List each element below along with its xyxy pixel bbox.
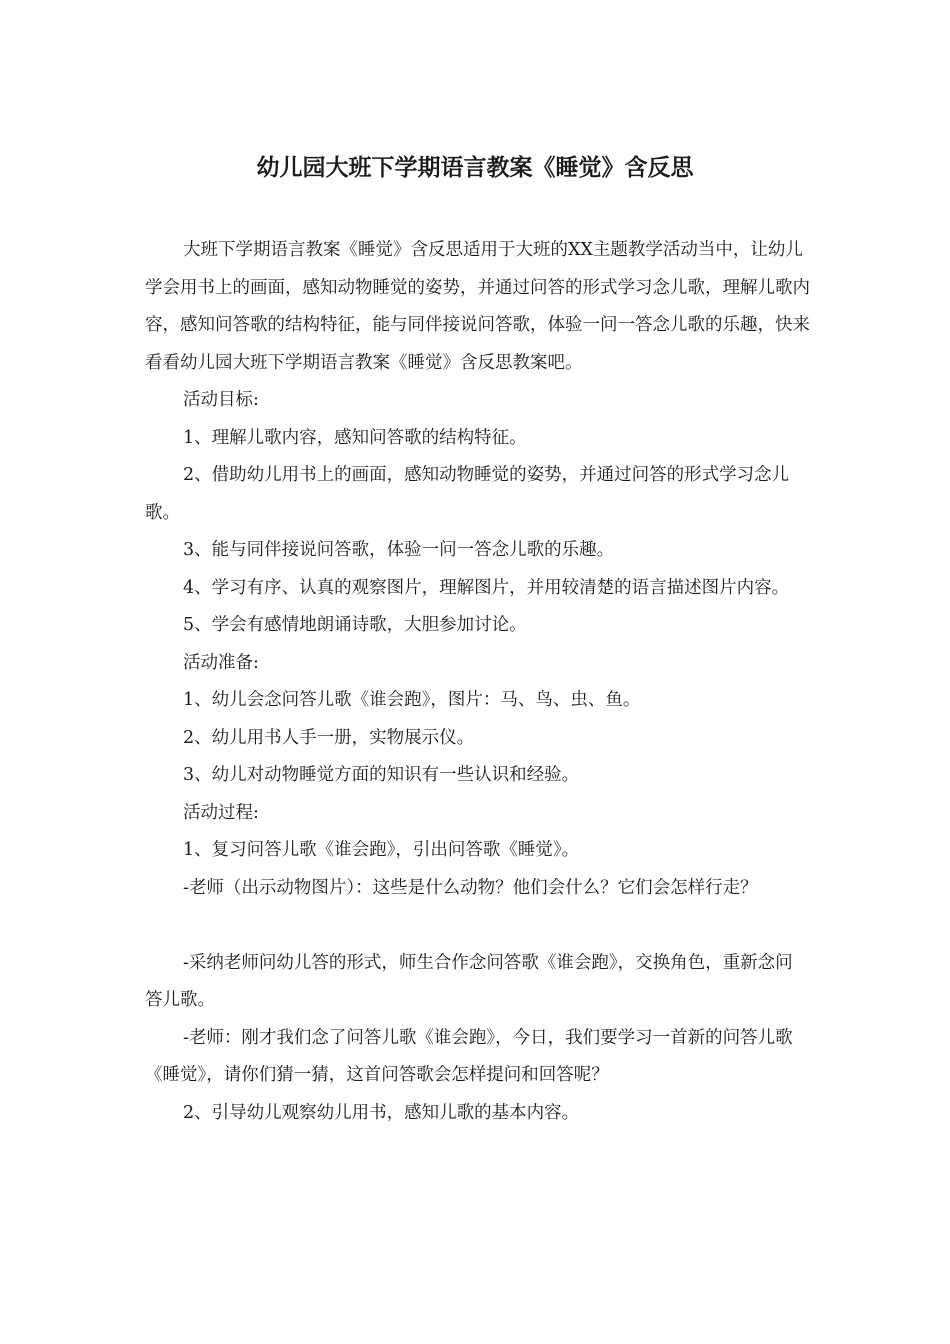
goal-item-1: 1、理解儿歌内容，感知问答歌的结构特征。: [183, 427, 527, 448]
process-step-1-teacher-prompt: -老师：刚才我们念了问答儿歌《谁会跑》，今日，我们要学习一首新的问答儿歌《睡觉》，请你们猜一猜，这首问答歌会怎样提问和回答呢？: [145, 1027, 793, 1085]
intro-paragraph: 大班下学期语言教案《睡觉》含反思适用于大班的XX主题教学活动当中，让幼儿学会用书上的画面，感知动物睡觉的姿势，并通过问答的形式学习念儿歌，理解儿歌内容，感知问答歌的结构特征，能与同伴接说问答歌，体验一问一答念儿歌的乐趣，快来看看幼儿园大班下学期语言教案《睡觉》含反思教案吧。: [145, 240, 810, 373]
goal-item-2: 2、借助幼儿用书上的画面，感知动物睡觉的姿势，并通过问答的形式学习念儿歌。: [145, 465, 790, 523]
process-step-1: 1、复习问答儿歌《谁会跑》，引出问答歌《睡觉》。: [183, 840, 580, 860]
goal-item-4: 4、学习有序、认真的观察图片，理解图片，并用较清楚的语言描述图片内容。: [183, 577, 790, 598]
section-heading-process: 活动过程:: [183, 802, 259, 823]
preparation-item-3: 3、幼儿对动物睡觉方面的知识有一些认识和经验。: [183, 765, 580, 785]
process-step-2: 2、引导幼儿观察幼儿用书，感知儿歌的基本内容。: [183, 1102, 580, 1123]
preparation-item-2: 2、幼儿用书人手一册，实物展示仪。: [183, 727, 475, 748]
preparation-item-1: 1、幼儿会念问答儿歌《谁会跑》，图片：马、鸟、虫、鱼。: [183, 690, 641, 710]
section-heading-preparation: 活动准备:: [183, 652, 259, 673]
document-title: 幼儿园大班下学期语言教案《睡觉》含反思: [256, 155, 694, 181]
process-step-1-activity: -采纳老师问幼儿答的形式，师生合作念问答歌《谁会跑》，交换角色，重新念问答儿歌。: [145, 952, 793, 1010]
goal-item-5: 5、学会有感情地朗诵诗歌，大胆参加讨论。: [183, 615, 527, 635]
blank-line: [145, 907, 810, 945]
process-step-1-teacher-question: -老师（出示动物图片）：这些是什么动物？他们会什么？它们会怎样行走？: [183, 877, 758, 898]
document-body: [145, 232, 810, 1132]
goal-item-3: 3、能与同伴接说问答歌，体验一问一答念儿歌的乐趣。: [183, 540, 615, 560]
section-heading-goals: 活动目标:: [183, 390, 259, 410]
